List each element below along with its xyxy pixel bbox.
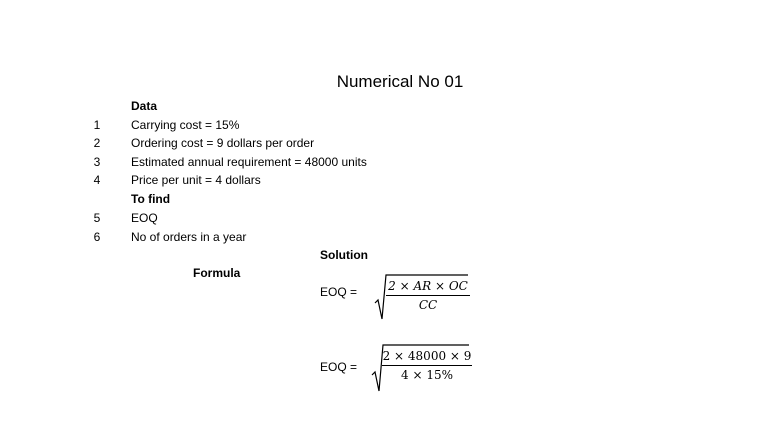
data-item-ordering-cost: Ordering cost = 9 dollars per order [131,136,315,150]
item-number: 4 [93,173,101,187]
item-number: 2 [93,136,101,150]
find-item-orders: No of orders in a year [131,230,247,244]
eq2-denominator: 4 × 15% [401,368,453,382]
find-heading: To find [131,192,171,206]
eq1-numerator: 2 × AR × OC [388,279,468,293]
item-number: 3 [93,155,101,169]
data-heading: Data [131,99,158,113]
data-item-annual-requirement: Estimated annual requirement = 48000 units [131,155,367,169]
item-number: 5 [93,211,101,225]
eq2-lhs: EOQ = [320,360,358,374]
item-number: 6 [93,230,101,244]
fraction-bar [382,365,472,366]
data-item-carrying-cost: Carrying cost = 15% [131,118,240,132]
eq1-denominator: CC [418,298,438,312]
item-number: 1 [93,118,101,132]
eq2-fraction [382,349,472,382]
eq1-lhs: EOQ = [320,285,358,299]
eq1-fraction [386,279,470,312]
find-item-eoq: EOQ [131,211,158,225]
slide-title: Numerical No 01 [336,72,464,91]
solution-heading: Solution [320,248,368,262]
eq2-numerator: 2 × 48000 × 9 [382,349,472,363]
data-item-price-per-unit: Price per unit = 4 dollars [131,173,261,187]
formula-heading: Formula [193,266,241,280]
fraction-bar [386,295,470,296]
